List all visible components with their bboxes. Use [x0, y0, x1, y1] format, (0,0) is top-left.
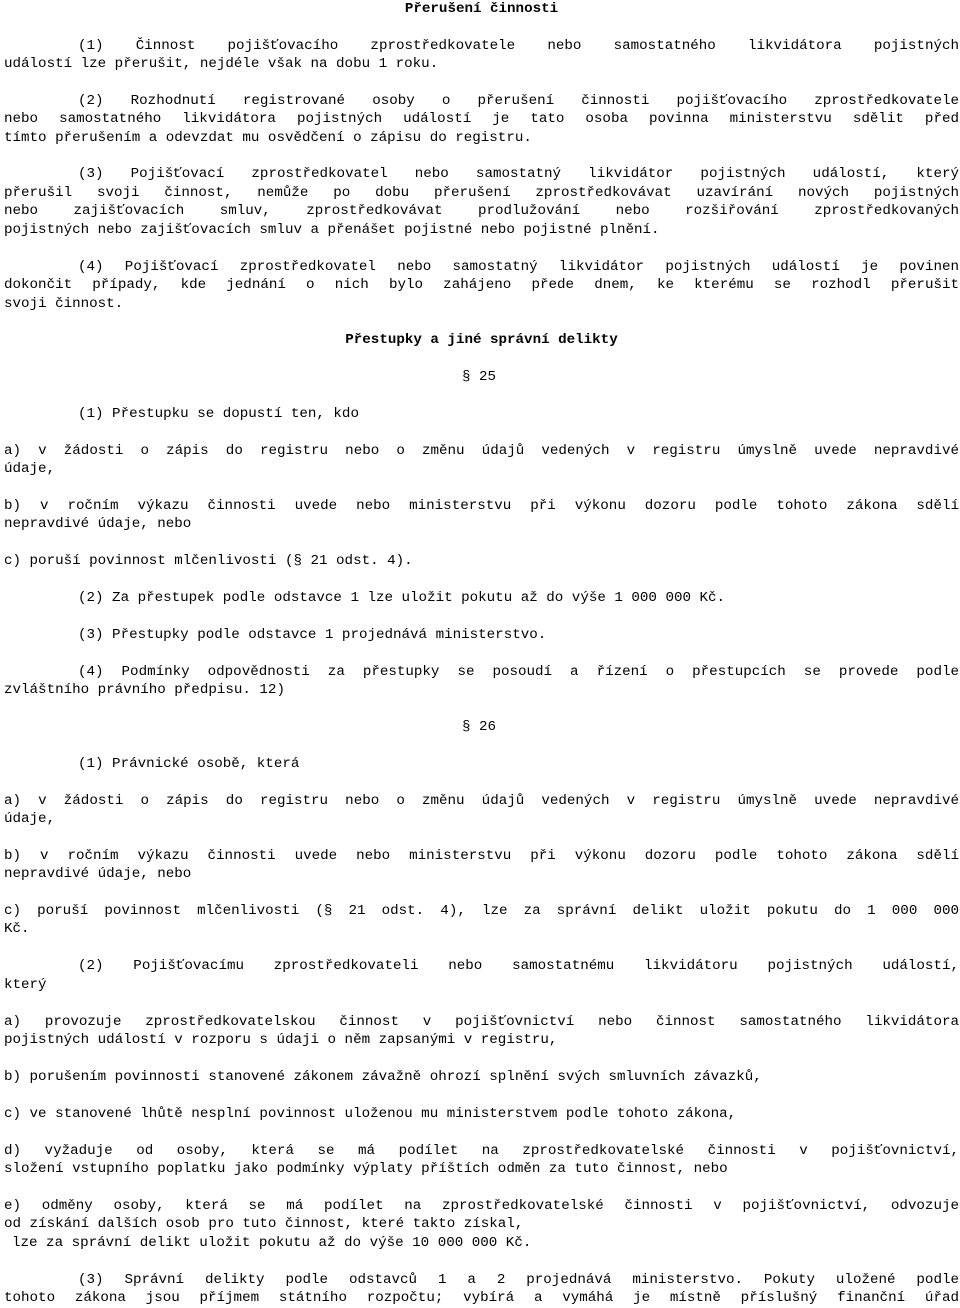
p3-line-4: pojistných nebo zajišťovacích smluv a přenášet pojistné nebo pojistné plnění.	[4, 222, 660, 238]
s25-intro: (1) Přestupku se dopustí ten, kdo	[78, 406, 359, 422]
s26-item-a2-line-2: pojistných událostí v rozporu s údaji o něm zapsanými v registru,	[4, 1032, 558, 1048]
s26-item-c-line-1: c) poruší povinnost mlčenlivosti (§ 21 odst. 4), lze za správní delikt uložit pokutu do 1 000 000	[4, 903, 959, 919]
s25-item-a-line-1: a) v žádosti o zápis do registru nebo o změnu údajů vedených v registru úmyslně uvede nepravdivé	[4, 443, 959, 459]
p4-line-3: svoji činnost.	[4, 296, 124, 312]
s26-p2-line-2: který	[4, 977, 47, 993]
s26-item-d2-line-2: složení vstupního poplatku jako podmínky výplaty příštích odměn za tuto činnost, nebo	[4, 1161, 728, 1177]
s25-p4-line-1: (4) Podmínky odpovědnosti za přestupky se posoudí a řízení o přestupcích se provede podle	[78, 664, 959, 680]
p3-line-2: přerušil svoji činnost, nemůže po dobu přerušení zprostředkovávat uzavírání nových pojistných	[4, 185, 959, 201]
s26-item-e2-line-1: e) odměny osoby, která se má podílet na zprostředkovatelské činnosti v pojišťovnictví, odvozuje	[4, 1198, 959, 1214]
s26-item-a2-line-1: a) provozuje zprostředkovatelskou činnost v pojišťovnictví nebo činnost samostatného likvidátora	[4, 1014, 959, 1030]
p3-line-1: (3) Pojišťovací zprostředkovatel nebo samostatný likvidátor pojistných událostí, který	[78, 166, 959, 182]
s25-item-b-line-2: nepravdivé údaje, nebo	[4, 516, 192, 532]
p1-line-1: (1) Činnost pojišťovacího zprostředkovatele nebo samostatného likvidátora pojistných	[78, 38, 959, 54]
s25-p3: (3) Přestupky podle odstavce 1 projednává ministerstvo.	[78, 627, 547, 643]
s26-intro: (1) Právnické osobě, která	[78, 756, 300, 772]
p2-line-1: (2) Rozhodnutí registrované osoby o přerušení činnosti pojišťovacího zprostředkovatele	[78, 93, 959, 109]
section-25-number: § 25	[462, 369, 497, 385]
s26-item-b-line-2: nepravdivé údaje, nebo	[4, 866, 192, 882]
p4-line-1: (4) Pojišťovací zprostředkovatel nebo samostatný likvidátor pojistných událostí je povinen	[78, 259, 959, 275]
s26-item-b-line-1: b) v ročním výkazu činnosti uvede nebo ministerstvu při výkonu dozoru podle tohoto zákona sdělí	[4, 848, 959, 864]
s25-item-b-line-1: b) v ročním výkazu činnosti uvede nebo ministerstvu při výkonu dozoru podle tohoto zákona sdělí	[4, 498, 959, 514]
s26-item-a-line-2: údaje,	[4, 811, 56, 827]
p3-line-3: nebo zajišťovacích smluv, zprostředkovávat prodlužování nebo rozšiřování zprostředkovaných	[4, 203, 959, 219]
p2-line-2: nebo samostatného likvidátora pojistných událostí je tato osoba povinna ministerstvu sdělit před	[4, 111, 959, 127]
s26-fine-2: lze za správní delikt uložit pokutu až do výše 10 000 000 Kč.	[12, 1235, 532, 1251]
s26-item-a-line-1: a) v žádosti o zápis do registru nebo o změnu údajů vedených v registru úmyslně uvede nepravdivé	[4, 793, 959, 809]
s26-item-e2-line-2: od získání dalších osob pro tuto činnost, které takto získal,	[4, 1216, 524, 1232]
s26-p2-line-1: (2) Pojišťovacímu zprostředkovateli nebo samostatnému likvidátoru pojistných událostí,	[78, 958, 959, 974]
section-26-number: § 26	[462, 719, 497, 735]
s26-item-b2: b) porušením povinnosti stanovené zákonem závažně ohrozí splnění svých smluvních závazků,	[4, 1069, 762, 1085]
s26-p3-line-2: tohoto zákona jsou příjmem státního rozpočtu; vybírá a vymáhá je místně příslušný finanční úřad	[4, 1290, 959, 1306]
p2-line-3: tímto přerušením a odevzdat mu osvědčení o zápisu do registru.	[4, 130, 532, 146]
heading-interruption: Přerušení činnosti	[404, 1, 559, 17]
s26-item-c-line-2: Kč.	[4, 921, 30, 937]
s26-p3-line-1: (3) Správní delikty podle odstavců 1 a 2 projednává ministerstvo. Pokuty uložené podle	[78, 1272, 959, 1288]
heading-offences: Přestupky a jiné správní delikty	[345, 332, 618, 348]
p1-line-2: událostí lze přerušit, nejdéle však na dobu 1 roku.	[4, 56, 439, 72]
s25-item-a-line-2: údaje,	[4, 461, 56, 477]
s25-item-c: c) poruší povinnost mlčenlivosti (§ 21 odst. 4).	[4, 553, 413, 569]
s25-p4-line-2: zvláštního právního předpisu. 12)	[4, 682, 285, 698]
p4-line-2: dokončit případy, kde jednání o nich bylo zahájeno přede dnem, ke kterému se rozhodl přerušit	[4, 277, 959, 293]
s25-p2: (2) Za přestupek podle odstavce 1 lze uložit pokutu až do výše 1 000 000 Kč.	[78, 590, 726, 606]
s26-item-c2: c) ve stanovené lhůtě nesplní povinnost uloženou mu ministerstvem podle tohoto zákona,	[4, 1106, 737, 1122]
s26-item-d2-line-1: d) vyžaduje od osoby, která se má podílet na zprostředkovatelské činnosti v pojišťovnictví,	[4, 1143, 959, 1159]
